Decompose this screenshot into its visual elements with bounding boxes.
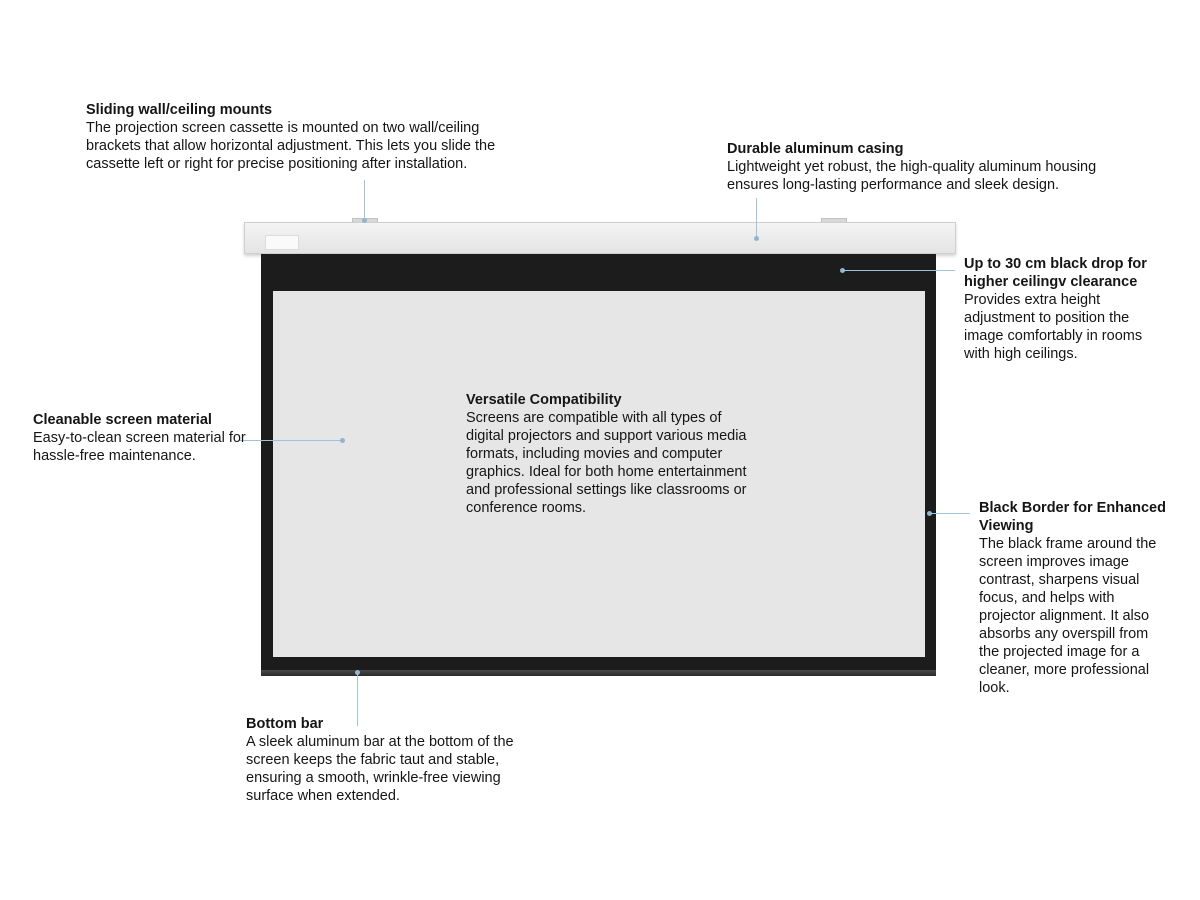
leader-line-black-border [930,513,970,514]
leader-line-cleanable [240,440,342,441]
callout-title: Bottom bar [246,716,324,732]
aluminum-casing [244,222,956,254]
callout-description: A sleek aluminum bar at the bottom of the screen keeps the fabric taut and stable, ensuring a smooth, wrinkle-free viewing surface when extended. [246,734,514,804]
callout-bottom-bar [246,715,541,805]
casing-logo-plate [265,235,299,250]
callout-aluminum-casing [727,140,1137,194]
callout-description: Provides extra height adjustment to position the image comfortably in rooms with high ceilings. [964,292,1143,362]
callout-description: The projection screen cassette is mounted on two wall/ceiling brackets that allow horizontal adjustment. This lets you slide the cassette left or right for precise positioning after installation. [86,120,496,172]
bottom-bar [261,670,936,676]
anchor-dot-cleanable [340,438,345,443]
leader-line-black-drop [843,270,955,271]
callout-black-border [979,499,1169,697]
leader-line-mounts [364,180,365,220]
anchor-dot-casing [754,236,759,241]
callout-description: Screens are compatible with all types of digital projectors and support various media formats, including movies and computer graphics. Ideal for both home entertainment and professional settings like classrooms or conference rooms. [466,410,747,516]
callout-description: Lightweight yet robust, the high-quality aluminum housing ensures long-lasting performance and sleek design. [727,159,1097,193]
leader-line-casing [756,198,757,238]
callout-versatile-compatibility [466,391,751,517]
callout-title: Black Border for Enhanced Viewing [979,500,1166,534]
anchor-dot-mounts [362,218,367,223]
callout-title: Cleanable screen material [33,412,212,428]
callout-cleanable-material [33,411,248,465]
callout-title: Durable aluminum casing [727,141,904,157]
callout-sliding-mounts [86,101,536,173]
callout-black-drop [964,255,1164,363]
callout-description: The black frame around the screen improves image contrast, sharpens visual focus, and helps with projector alignment. It also absorbs any overspill from the projected image for a cleaner, more professional look. [979,536,1157,696]
callout-title: Versatile Compatibility [466,392,622,408]
callout-description: Easy-to-clean screen material for hassle-free maintenance. [33,430,246,464]
callout-title: Sliding wall/ceiling mounts [86,102,273,118]
callout-title: Up to 30 cm black drop for higher ceilingv clearance [964,256,1147,290]
